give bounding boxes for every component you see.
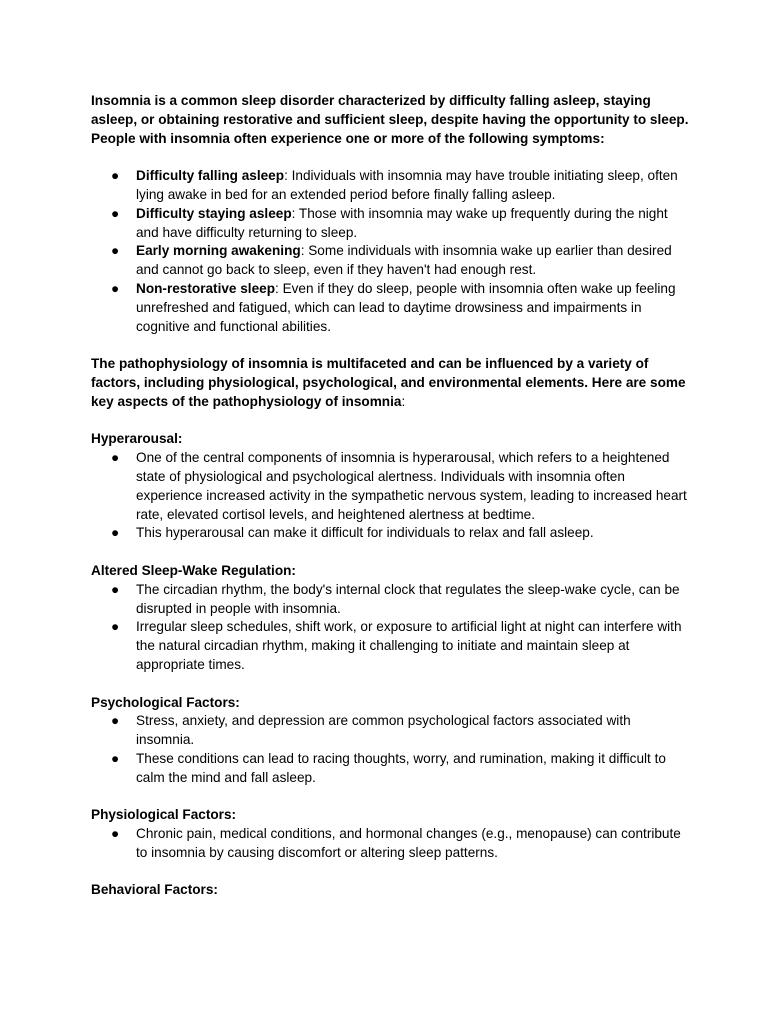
- symptom-term: Early morning awakening: [136, 243, 301, 259]
- list-item: [91, 205, 691, 243]
- pathophysiology-intro: [91, 355, 691, 411]
- sleep-wake-list: [91, 581, 691, 675]
- list-item-text: One of the central components of insomnia is hyperarousal, which refers to a heightened state of physiological and psychological alertness. Individuals with insomnia often experience increased activity in the sympathetic nervous system, leading to increased heart rate, elevated cortisol levels, and heightened alertness at bedtime.: [136, 450, 687, 522]
- symptom-description: : Some individuals with insomnia wake up earlier than desired and cannot go back to sleep, even if they haven't had enough rest.: [136, 243, 672, 278]
- list-item: [91, 618, 691, 674]
- list-item-text: The circadian rhythm, the body's internal clock that regulates the sleep-wake cycle, can be disrupted in people with insomnia.: [136, 581, 680, 616]
- section-heading-hyperarousal: Hyperarousal:: [91, 431, 183, 447]
- list-item: [91, 750, 691, 788]
- symptom-term: Difficulty falling asleep: [136, 168, 285, 184]
- bullet-icon: ●: [111, 581, 120, 597]
- section-heading-sleep-wake: Altered Sleep-Wake Regulation:: [91, 562, 296, 578]
- section-heading-physiological: Physiological Factors:: [91, 807, 237, 823]
- symptom-description: : Even if they do sleep, people with insomnia often wake up feeling unrefreshed and fatigued, which can lead to daytime drowsiness and impairments in cognitive and functional abilities.: [136, 280, 676, 334]
- list-item: [91, 524, 691, 543]
- list-item-text: This hyperarousal can make it difficult for individuals to relax and fall asleep.: [136, 525, 594, 541]
- list-item-text: Irregular sleep schedules, shift work, or exposure to artificial light at night can interfere with the natural circadian rhythm, making it challenging to initiate and maintain sleep at appropriate times.: [136, 619, 682, 672]
- symptom-term: Non-restorative sleep: [136, 280, 276, 296]
- list-item: [91, 581, 691, 619]
- bullet-icon: ●: [111, 750, 120, 766]
- list-item: [91, 280, 691, 336]
- bullet-icon: ●: [111, 525, 120, 541]
- symptom-description: : Individuals with insomnia may have trouble initiating sleep, often lying awake in bed for an extended period before finally falling asleep.: [136, 168, 678, 202]
- symptoms-list: [91, 167, 691, 336]
- list-item-text: Stress, anxiety, and depression are common psychological factors associated with insomnia.: [136, 713, 631, 748]
- symptom-description: : Those with insomnia may wake up frequently during the night and have difficulty returning to sleep.: [136, 205, 668, 240]
- pathophysiology-intro-text: The pathophysiology of insomnia is multifaceted and can be influenced by a variety of factors, including physiological, psychological, and environmental elements. Here are some key aspects of the pathophysiology of insomnia: [91, 356, 686, 409]
- bullet-icon: ●: [111, 168, 120, 184]
- hyperarousal-list: [91, 449, 691, 543]
- psychological-list: [91, 712, 691, 787]
- physiological-list: [91, 825, 691, 863]
- list-item: [91, 825, 691, 863]
- list-item-text: These conditions can lead to racing thoughts, worry, and rumination, making it difficult to calm the mind and fall asleep.: [136, 750, 666, 785]
- bullet-icon: ●: [111, 243, 120, 259]
- document-body: [91, 92, 691, 900]
- list-item: [91, 242, 691, 280]
- bullet-icon: ●: [111, 619, 120, 635]
- bullet-icon: ●: [111, 280, 120, 296]
- list-item-text: Chronic pain, medical conditions, and hormonal changes (e.g., menopause) can contribute to insomnia by causing discomfort or altering sleep patterns.: [136, 826, 681, 860]
- pathophysiology-intro-colon: :: [401, 393, 406, 409]
- section-heading-behavioral: Behavioral Factors:: [91, 882, 218, 898]
- list-item: [91, 712, 691, 750]
- list-item: [91, 167, 691, 205]
- list-item: [91, 449, 691, 524]
- symptom-term: Difficulty staying asleep: [136, 205, 292, 221]
- section-heading-psychological: Psychological Factors:: [91, 694, 240, 710]
- bullet-icon: ●: [111, 713, 120, 729]
- bullet-icon: ●: [111, 826, 120, 842]
- bullet-icon: ●: [111, 450, 120, 466]
- intro-paragraph: Insomnia is a common sleep disorder characterized by difficulty falling asleep, staying asleep, or obtaining restorative and sufficient sleep, despite having the opportunity to sleep. People with insomnia often experience one or more of the following symptoms:: [91, 93, 689, 146]
- bullet-icon: ●: [111, 205, 120, 221]
